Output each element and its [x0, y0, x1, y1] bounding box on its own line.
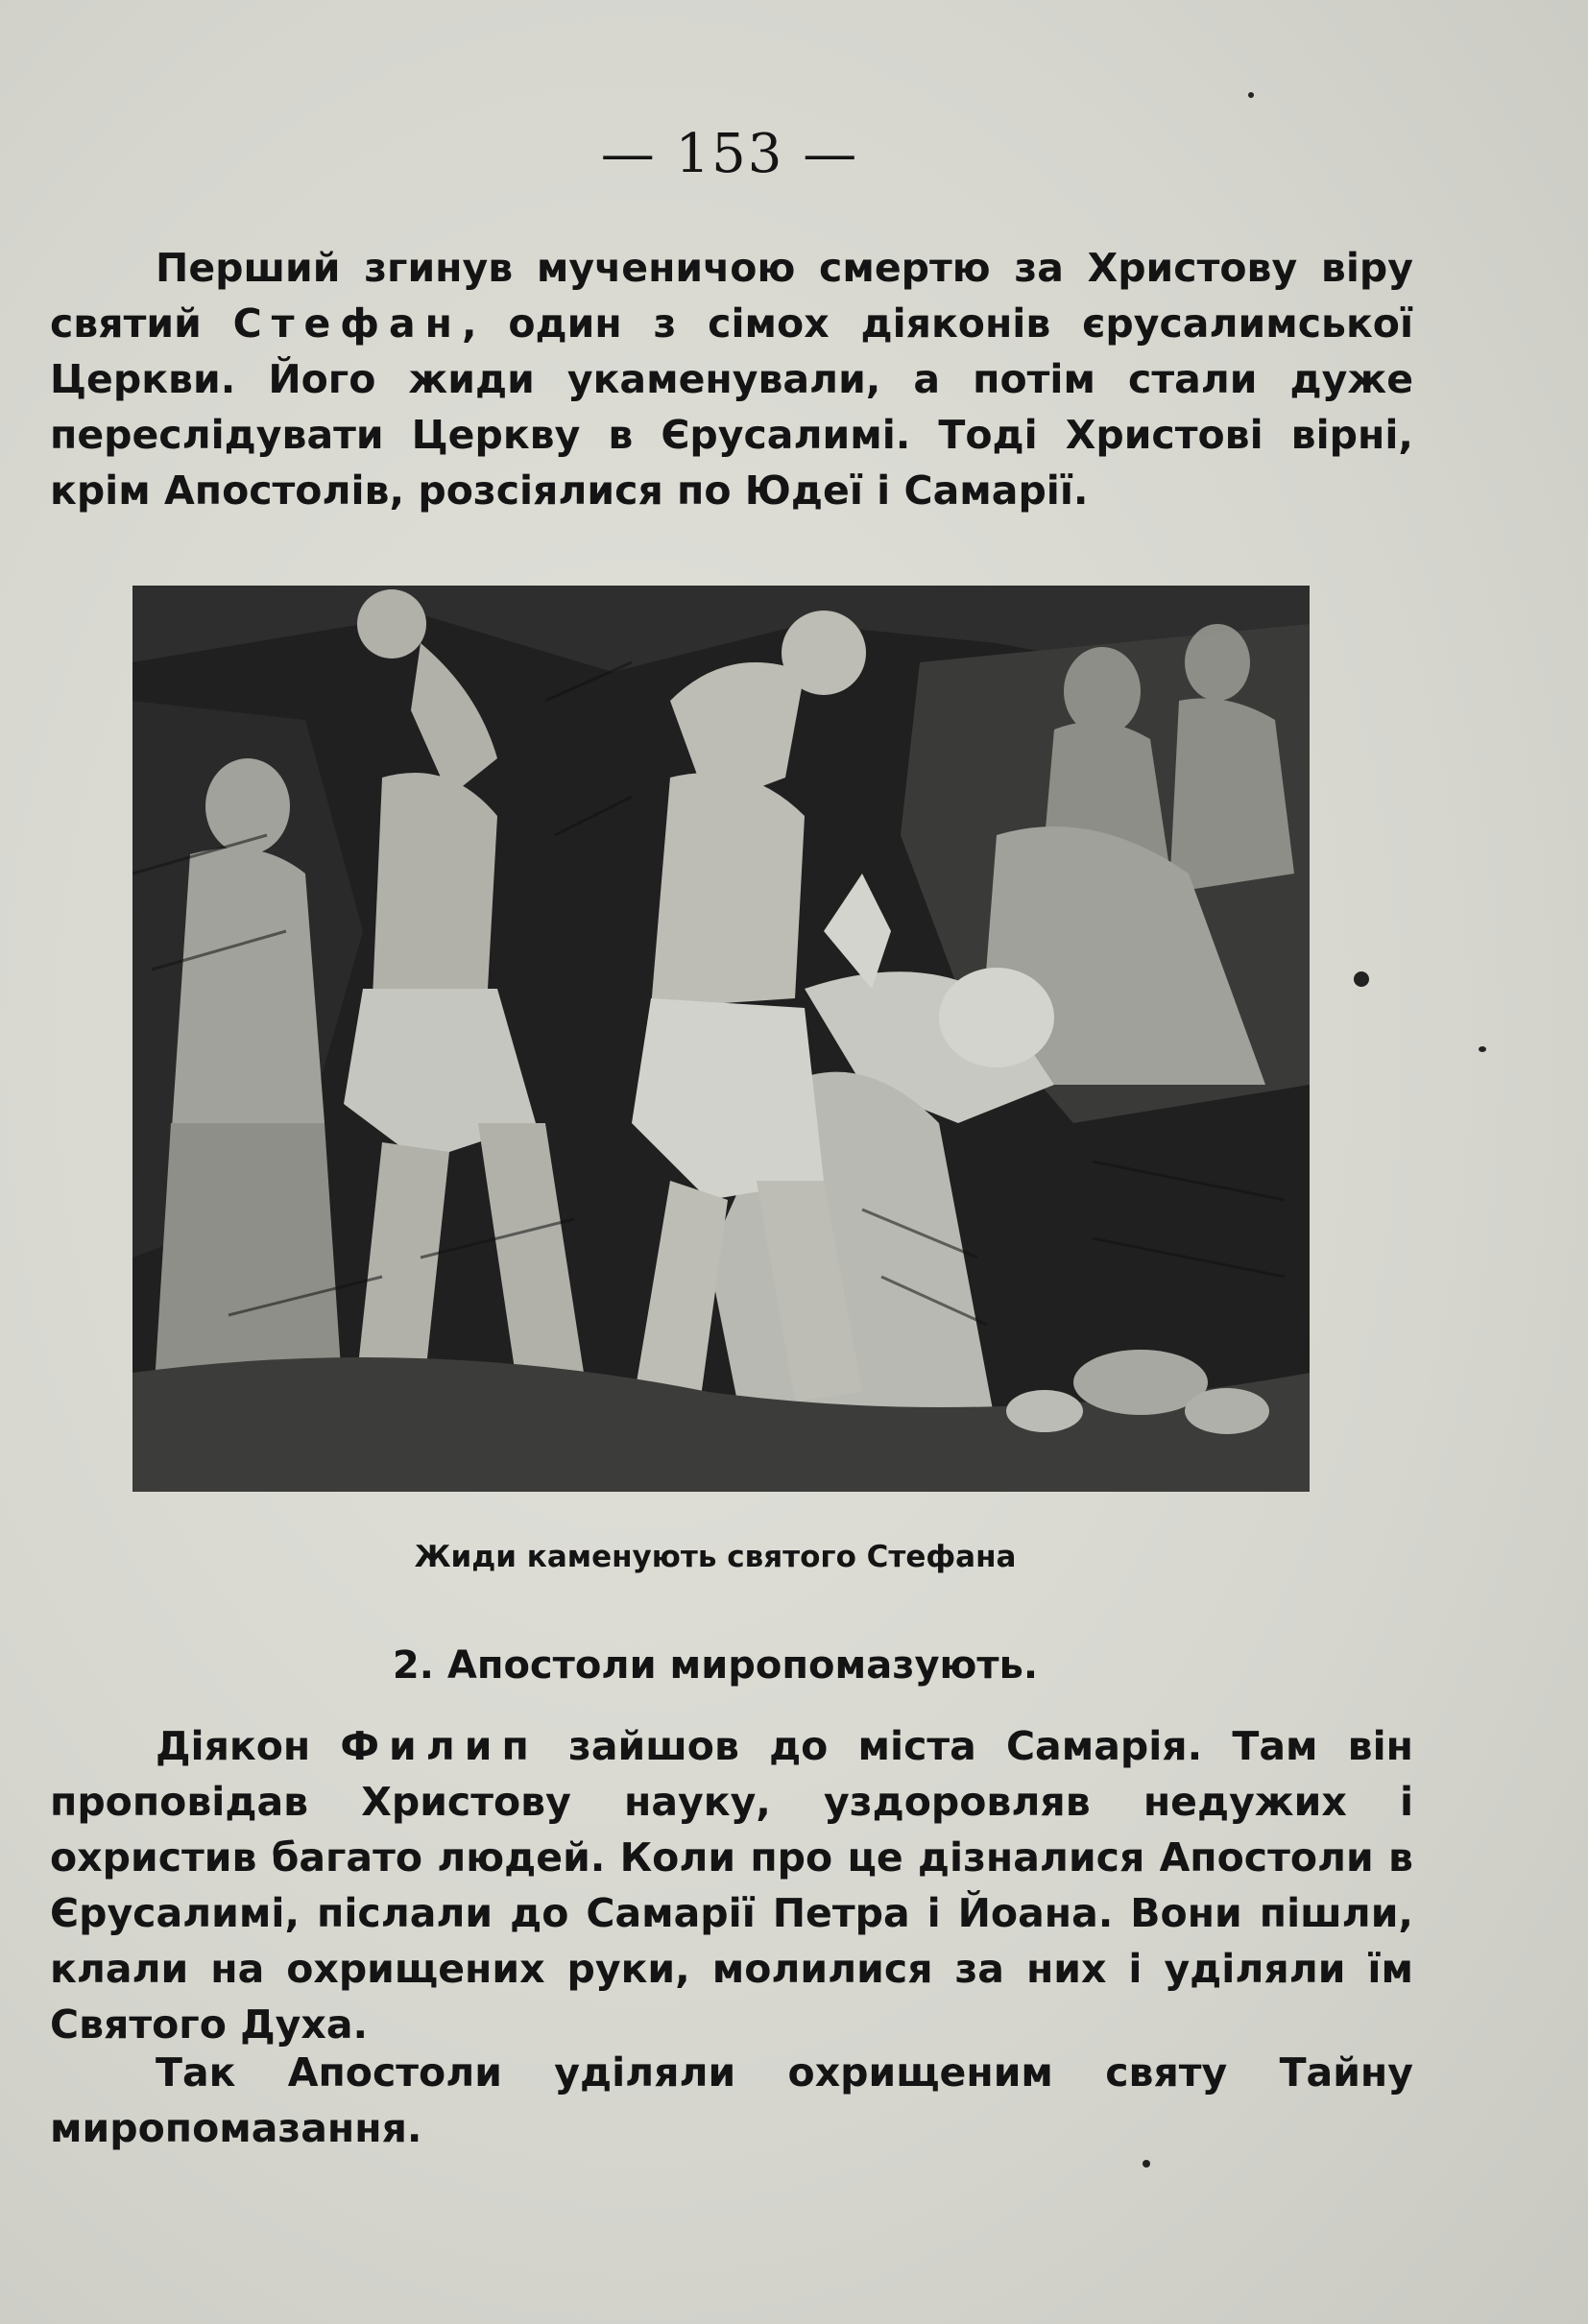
illustration-caption: Жиди каменують святого Стефана — [414, 1540, 1017, 1574]
section-text-2: Так Апостоли уділяли охрищеним святу Тайну миропомазання. — [50, 2049, 1413, 2151]
section-paragraph-1 — [50, 1718, 1413, 2052]
intro-paragraph — [50, 240, 1413, 518]
scan-speck — [1248, 92, 1254, 98]
engraving-image — [132, 586, 1310, 1492]
scan-speck — [1143, 2160, 1150, 2168]
page-number: — 153 — — [600, 123, 859, 185]
section-name-filip: Филип — [340, 1723, 539, 1769]
scan-speck — [1354, 971, 1369, 987]
intro-text-end: , один з сімох діяконів єрусалимської Церкви. Його жиди укаменували, а потім стали дуже переслідувати Церкву в Єрусалимі. Тоді Христові вірні, крім Апостолів, розсіялися по Юдеї і Самарії. — [50, 300, 1413, 514]
intro-text-start: Перший згинув мученичою смертю за Христову віру святий — [50, 245, 1413, 347]
scan-speck — [1479, 1046, 1486, 1052]
intro-name-stefan: Стефан — [232, 300, 462, 347]
section-text-start: Діякон — [156, 1723, 341, 1769]
section-heading: 2. Апостоли миропомазують. — [392, 1643, 1039, 1688]
section-text-end: зайшов до міста Самарія. Там він проповідав Христову науку, уздоровляв недужих і охристив багато людей. Коли про це дізналися Апостоли в Єрусалимі, післали до Самарії Петра і Йоана. Вони пішли, клали на охрищених руки, молилися за них і уділяли їм Святого Духа. — [50, 1723, 1414, 2048]
engraving-illustration — [132, 586, 1310, 1492]
section-paragraph-2 — [50, 2045, 1413, 2156]
